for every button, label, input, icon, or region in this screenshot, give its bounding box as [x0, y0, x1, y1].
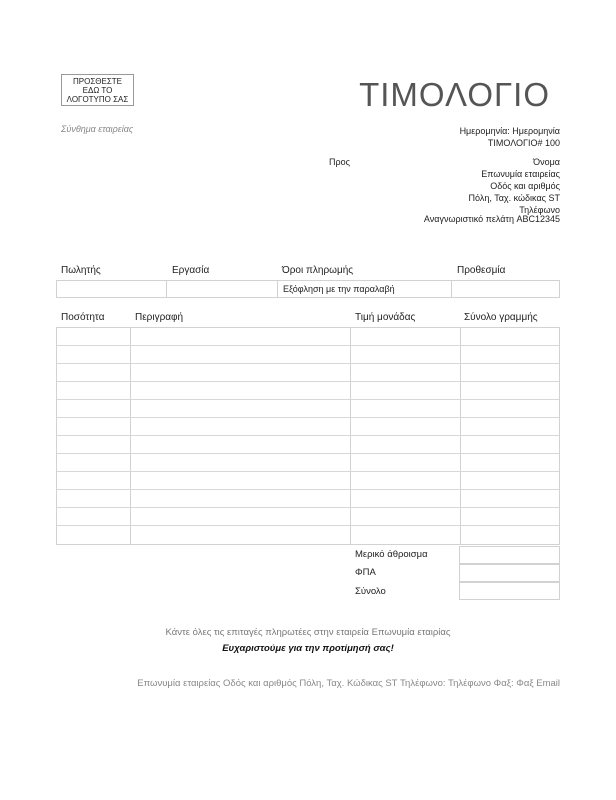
unit-price-cell[interactable] [351, 418, 461, 435]
logo-placeholder[interactable] [61, 74, 134, 106]
line-items-table [56, 327, 560, 545]
vat-label: ΦΠΑ [355, 567, 376, 578]
table-row [57, 382, 559, 400]
to-label: Προς [329, 157, 350, 167]
description-cell[interactable] [131, 364, 351, 381]
description-cell[interactable] [131, 508, 351, 525]
description-cell[interactable] [131, 382, 351, 399]
qty-cell[interactable] [57, 328, 131, 345]
invoice-date[interactable]: Ημερομηνία: Ημερομηνία [459, 126, 560, 136]
table-row [57, 526, 559, 544]
description-cell[interactable] [131, 400, 351, 417]
table-row [57, 346, 559, 364]
unit-price-cell[interactable] [351, 508, 461, 525]
table-row [57, 472, 559, 490]
qty-cell[interactable] [57, 346, 131, 363]
description-cell[interactable] [131, 328, 351, 345]
due-date-header: Προθεσμία [457, 265, 506, 276]
description-cell[interactable] [131, 436, 351, 453]
recipient-city[interactable]: Πόλη, Ταχ. κώδικας ST [468, 193, 560, 203]
description-cell[interactable] [131, 472, 351, 489]
recipient-street[interactable]: Οδός και αριθμός [490, 181, 560, 191]
unit-price-cell[interactable] [351, 346, 461, 363]
unit-price-cell[interactable] [351, 364, 461, 381]
unit-price-header: Τιμή μονάδας [355, 312, 416, 323]
line-total-header: Σύνολο γραμμής [464, 312, 538, 323]
line-total-cell[interactable] [461, 472, 559, 489]
unit-price-cell[interactable] [351, 436, 461, 453]
recipient-customer-id[interactable]: Αναγνωριστικό πελάτη ABC12345 [423, 214, 560, 224]
unit-price-cell[interactable] [351, 454, 461, 471]
qty-cell[interactable] [57, 418, 131, 435]
unit-price-cell[interactable] [351, 382, 461, 399]
table-row [57, 508, 559, 526]
table-row [57, 490, 559, 508]
qty-cell[interactable] [57, 454, 131, 471]
table-row [57, 418, 559, 436]
unit-price-cell[interactable] [351, 472, 461, 489]
thank-you-message: Ευχαριστούμε για την προτίμησή σας! [222, 643, 394, 654]
line-total-cell[interactable] [461, 508, 559, 525]
description-cell[interactable] [131, 490, 351, 507]
unit-price-cell[interactable] [351, 328, 461, 345]
line-total-cell[interactable] [461, 346, 559, 363]
qty-cell[interactable] [57, 490, 131, 507]
description-cell[interactable] [131, 346, 351, 363]
company-contact-line[interactable]: Επωνυμία εταιρείας Οδός και αριθμός Πόλη, Ταχ. Κώδικας ST Τηλέφωνο: Τηλέφωνο Φαξ: Φαξ Email [137, 678, 560, 689]
payment-info-row [56, 280, 560, 298]
recipient-phone[interactable]: Τηλέφωνο [519, 205, 560, 215]
seller-header: Πωλητής [61, 265, 101, 276]
payment-terms-cell[interactable]: Εξόφληση με την παραλαβή [278, 281, 452, 297]
line-total-cell[interactable] [461, 400, 559, 417]
recipient-company[interactable]: Επωνυμία εταιρείας [481, 169, 560, 179]
description-cell[interactable] [131, 454, 351, 471]
line-total-cell[interactable] [461, 418, 559, 435]
qty-cell[interactable] [57, 400, 131, 417]
line-total-cell[interactable] [461, 490, 559, 507]
description-cell[interactable] [131, 418, 351, 435]
line-total-cell[interactable] [461, 364, 559, 381]
line-total-cell[interactable] [461, 436, 559, 453]
line-total-cell[interactable] [461, 328, 559, 345]
recipient-name[interactable]: Όνομα [533, 157, 560, 167]
table-row [57, 436, 559, 454]
company-slogan[interactable]: Σύνθημα εταιρείας [61, 124, 134, 134]
qty-cell[interactable] [57, 364, 131, 381]
seller-cell[interactable] [57, 281, 167, 297]
total-label: Σύνολο [355, 586, 386, 597]
invoice-number[interactable]: ΤΙΜΟΛΟΓΙΟ# 100 [487, 138, 560, 148]
line-total-cell[interactable] [461, 454, 559, 471]
qty-cell[interactable] [57, 436, 131, 453]
due-date-cell[interactable] [452, 281, 559, 297]
qty-header: Ποσότητα [61, 312, 105, 323]
subtotal-value[interactable] [459, 546, 560, 564]
qty-cell[interactable] [57, 472, 131, 489]
logo-placeholder-text: ΠΡΟΣΘΕΣΤΕ ΕΔΩ ΤΟ ΛΟΓΟΤΥΠΟ ΣΑΣ [66, 76, 129, 104]
table-row [57, 328, 559, 346]
description-cell[interactable] [131, 526, 351, 544]
table-row [57, 364, 559, 382]
payment-terms-header: Όροι πληρωμής [282, 265, 354, 276]
vat-value[interactable] [459, 564, 560, 582]
qty-cell[interactable] [57, 526, 131, 544]
table-row [57, 454, 559, 472]
unit-price-cell[interactable] [351, 490, 461, 507]
line-total-cell[interactable] [461, 382, 559, 399]
job-cell[interactable] [167, 281, 278, 297]
subtotal-label: Μερικό άθροισμα [355, 549, 428, 560]
line-total-cell[interactable] [461, 526, 559, 544]
invoice-title: ΤΙΜΟΛΟΓΙΟ [359, 76, 550, 113]
table-row [57, 400, 559, 418]
job-header: Εργασία [172, 265, 210, 276]
qty-cell[interactable] [57, 508, 131, 525]
description-header: Περιγραφή [135, 312, 184, 323]
unit-price-cell[interactable] [351, 526, 461, 544]
unit-price-cell[interactable] [351, 400, 461, 417]
qty-cell[interactable] [57, 382, 131, 399]
payment-note: Κάντε όλες τις επιταγές πληρωτέες στην εταιρεία Επωνυμία εταιρίας [165, 627, 451, 638]
total-value[interactable] [459, 582, 560, 600]
